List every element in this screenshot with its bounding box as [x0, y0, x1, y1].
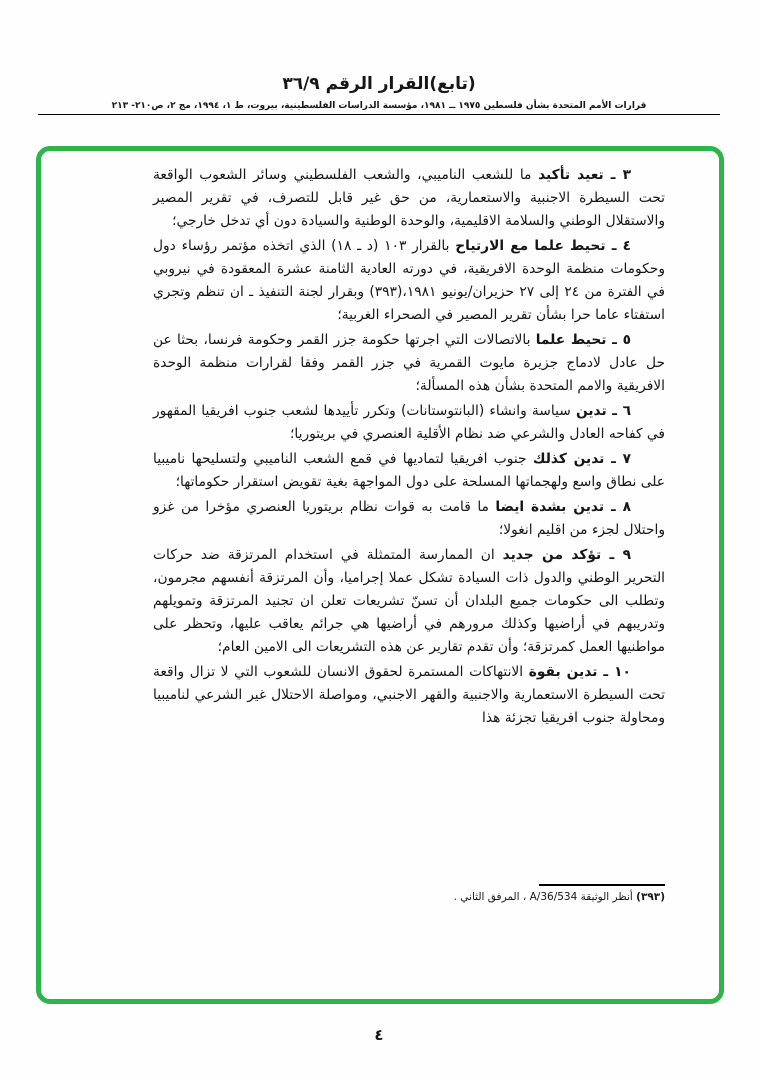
paragraph-text: سياسة وانشاء (البانتوستانات) وتكرر تأييدها لشعب جنوب افريقيا المقهور في كفاحه العادل والشرعي ضد نظام الأقلية العنصري في بريتوريا؛ — [153, 403, 665, 442]
resolution-paragraph-9 — [153, 544, 665, 659]
paragraph-lead: تحيط علما مع الارتياح — [455, 238, 606, 254]
paragraph-text: ان الممارسة المتمثلة في استخدام المرتزقة ضد حركات التحرير الوطني والدول ذات السيادة تشكل عملا إجراميا، وأن المرتزقة أنفسهم مجرمون، وتطلب الى حكومات جميع البلدان أن تسنّ تشريعات تعلن ان تجنيد المرتزقة وتمويلهم وتدريبهم في أراضيها وكذلك مرورهم في أراضيها هي جرائم يعاقب عليها، وتحظر على مواطنيها العمل كمرتزقة؛ وأن تقدم تقارير عن هذه التشريعات الى الامين العام؛ — [153, 547, 665, 655]
paragraph-text: ما قامت به قوات نظام بريتوريا العنصري مؤخرا من غزو واحتلال لجزء من اقليم انغولا؛ — [153, 499, 665, 538]
resolution-paragraph-7 — [153, 448, 665, 494]
page-title: (تابع)القرار الرقم ٣٦/٩ — [282, 74, 476, 94]
paragraph-number: ٦ ـ — [606, 403, 631, 419]
document-header — [0, 74, 758, 115]
paragraph-lead: تدين كذلك — [532, 451, 605, 467]
resolution-body — [153, 164, 665, 732]
paragraph-text: جنوب افريقيا لتماديها في قمع الشعب الناميبي ولتسليحها ناميبيا على نطاق واسع ولهجماتها المسلحة على دول المواجهة بغية تقويض استقرار حكوماتها؛ — [153, 451, 665, 490]
resolution-paragraph-6 — [153, 400, 665, 446]
footnote-marker: (٣٩٣) — [636, 891, 665, 903]
footnote-area — [153, 884, 665, 903]
green-frame — [36, 146, 724, 1004]
paragraph-text: الانتهاكات المستمرة لحقوق الانسان للشعوب التي لا تزال واقعة تحت السيطرة الاستعمارية والاجنبية والقهر الاجنبي، ومواصلة الاحتلال غير الشرعي لناميبيا ومحاولة جنوب افريقيا تجزئة هذا — [153, 664, 665, 726]
resolution-paragraph-4 — [153, 235, 665, 327]
paragraph-number: ١٠ ـ — [597, 664, 631, 680]
footnote-divider — [539, 884, 665, 886]
paragraph-number: ٧ ـ — [604, 451, 631, 467]
paragraph-lead: تدين بشدة ايضا — [495, 499, 605, 515]
paragraph-lead: تعيد تأكيد — [538, 167, 604, 183]
paragraph-text: ما للشعب الناميبي، والشعب الفلسطيني وسائر الشعوب الواقعة تحت السيطرة الاجنبية والاستعمارية، من حق غير قابل للتصرف، في تقرير المصير والاستقلال الوطني والسلامة الاقليمية، والوحدة الوطنية والسيادة دون أي تدخل خارجي؛ — [153, 167, 665, 229]
paragraph-number: ٣ ـ — [603, 167, 631, 183]
paragraph-number: ٤ ـ — [605, 238, 632, 254]
source-citation: قرارات الأمم المتحدة بشأن فلسطين ١٩٧٥ ــ ١٩٨١، مؤسسة الدراسات الفلسطينية، بيروت، ط ١، ١٩٩٤، مج ٢، ص٢١٠- ٢١٣ — [111, 101, 647, 111]
paragraph-number: ٩ ـ — [601, 547, 632, 563]
header-divider — [38, 114, 720, 115]
paragraph-text: بالاتصالات التي اجرتها حكومة جزر القمر وحكومة فرنسا، بحثا عن حل عادل لادماج جزيرة مايوت القمرية في جزر القمر وفقا لقرارات منظمة الوحدة الافريقية والامم المتحدة بشأن هذه المسألة؛ — [153, 332, 665, 394]
paragraph-number: ٨ ـ — [604, 499, 632, 515]
paragraph-lead: تدين بقوة — [528, 664, 598, 680]
resolution-paragraph-8 — [153, 496, 665, 542]
footnote-text: أنظر الوثيقة A/36/534 ، المرفق الثاني . — [453, 891, 633, 903]
paragraph-lead: تدين — [575, 403, 607, 419]
page-number: ٤ — [374, 1026, 384, 1044]
resolution-paragraph-5 — [153, 329, 665, 398]
footnote — [153, 891, 665, 903]
resolution-paragraph-10 — [153, 661, 665, 730]
paragraph-number: ٥ ـ — [606, 332, 631, 348]
paragraph-text: بالقرار ١٠٣ (د ـ ١٨) الذي اتخذه مؤتمر رؤساء دول وحكومات منظمة الوحدة الافريقية، في دورته العادية الثامنة عشرة المعقودة في نيروبي في الفترة من ٢٤ إلى ٢٧ حزيران/يونيو ١٩٨١،(٣٩٣) وبقرار لجنة التنفيذ ـ ان تنظم وتجري استفتاء عاما حرا بشأن تقرير المصير في الصحراء الغربية؛ — [153, 238, 666, 323]
resolution-paragraph-3 — [153, 164, 665, 233]
paragraph-lead: تحيط علما — [535, 332, 607, 348]
paragraph-lead: تؤكد من جديد — [502, 547, 602, 563]
